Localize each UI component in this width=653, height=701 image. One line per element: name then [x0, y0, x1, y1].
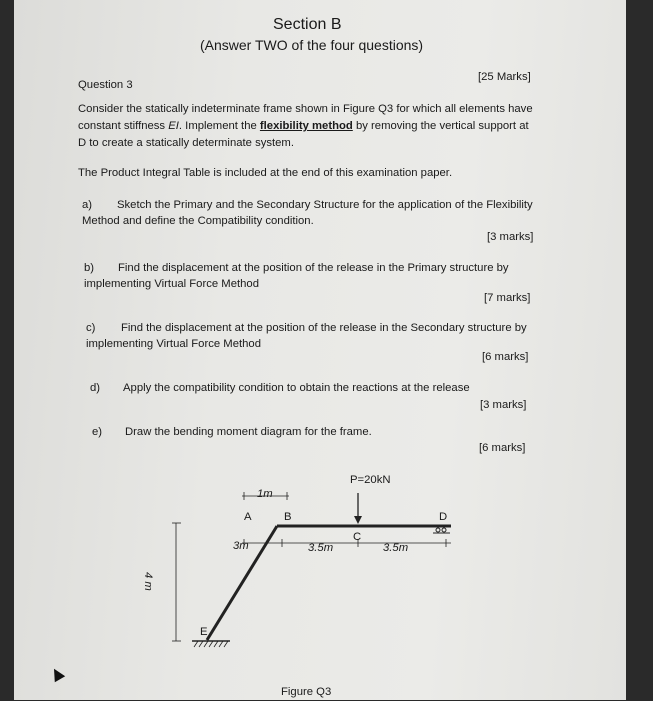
part-e-marks: [6 marks] — [479, 442, 526, 454]
point-load-arrowhead — [354, 516, 362, 524]
intro-line-1: Consider the statically indeterminate frame shown in Figure Q3 for which all elements have — [78, 103, 533, 115]
part-b-line-1: Find the displacement at the position of the release in the Primary structure by — [118, 262, 509, 274]
part-b-line-2: implementing Virtual Force Method — [84, 278, 259, 290]
dimension-1m-label: 1m — [257, 488, 273, 500]
part-e-label: e) — [92, 426, 103, 438]
node-a-label: A — [244, 511, 252, 523]
question-marks: [25 Marks] — [478, 71, 531, 83]
part-a-line-1: Sketch the Primary and the Secondary Structure for the application of the Flexibility — [117, 199, 533, 211]
node-d-label: D — [439, 511, 448, 523]
fixed-support-hatch — [194, 641, 228, 647]
part-c-line-1: Find the displacement at the position of the release in the Secondary structure by — [121, 322, 527, 334]
flexibility-method-term: flexibility method — [259, 120, 353, 132]
part-c-label: c) — [86, 322, 96, 334]
stiffness-symbol: EI — [168, 120, 179, 132]
intro-line-2-pre: constant stiffness — [78, 120, 169, 132]
dimension-3-5m-label-1: 3.5m — [308, 542, 334, 554]
dimension-3m-label: 3m — [233, 540, 249, 552]
intro-line-2-mid: . Implement the — [178, 120, 260, 132]
dimension-4m-label: 4 m — [142, 572, 154, 591]
node-b-label: B — [284, 511, 292, 523]
part-d-line-1: Apply the compatibility condition to obtain the reactions at the release — [123, 382, 470, 394]
load-label: P=20kN — [350, 474, 391, 486]
part-b-label: b) — [84, 262, 95, 274]
figure-caption: Figure Q3 — [281, 686, 332, 698]
section-title: Section B — [273, 16, 342, 33]
part-d-marks: [3 marks] — [480, 399, 527, 411]
roller-support-d — [436, 528, 440, 532]
part-a-line-2: Method and define the Compatibility condition. — [82, 215, 314, 227]
node-e-label: E — [200, 626, 208, 638]
exam-page — [14, 0, 626, 700]
part-c-line-2: implementing Virtual Force Method — [86, 338, 261, 350]
dimension-3-5m-label-2: 3.5m — [383, 542, 409, 554]
part-e-line-1: Draw the bending moment diagram for the frame. — [125, 426, 372, 438]
table-note: The Product Integral Table is included at the end of this examination paper. — [78, 167, 453, 179]
figure-q3-frame — [14, 0, 626, 700]
question-label: Question 3 — [78, 79, 133, 91]
intro-line-3: D to create a statically determinate system. — [78, 137, 294, 149]
part-a-label: a) — [82, 199, 93, 211]
part-d-label: d) — [90, 382, 101, 394]
intro-line-2-post: by removing the vertical support at — [352, 120, 529, 132]
section-subtitle: (Answer TWO of the four questions) — [200, 37, 424, 53]
part-a-marks: [3 marks] — [487, 231, 534, 243]
part-c-marks: [6 marks] — [482, 351, 529, 363]
part-b-marks: [7 marks] — [484, 292, 531, 304]
node-c-label: C — [353, 531, 362, 543]
